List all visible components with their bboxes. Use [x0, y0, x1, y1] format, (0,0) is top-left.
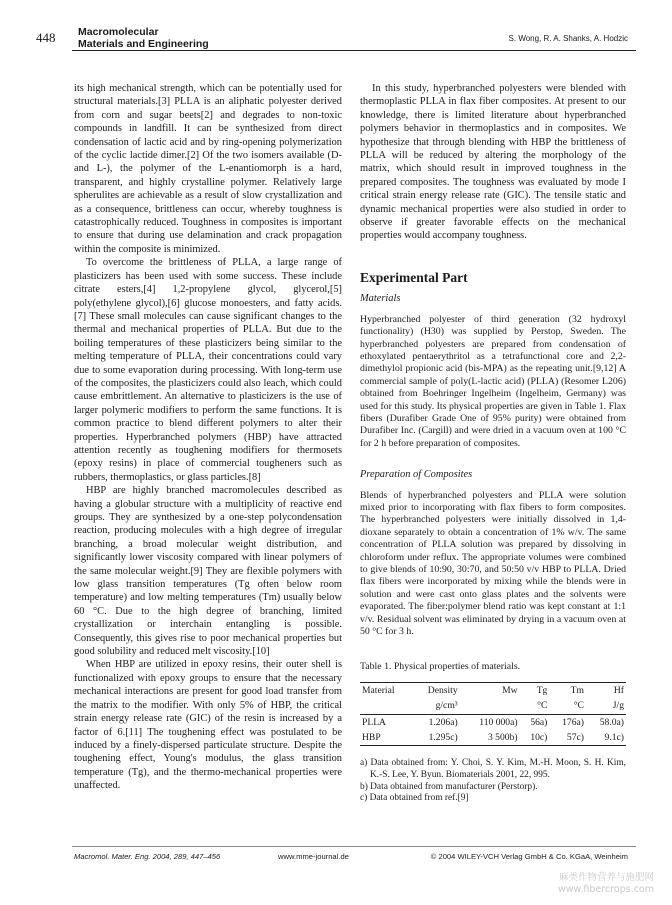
table-cell: 3 500b) [487, 732, 518, 744]
header-authors: S. Wong, R. A. Shanks, A. Hodzic [508, 34, 628, 43]
header-rule [72, 50, 636, 51]
table-cell: 57c) [566, 732, 584, 744]
table-cell: 1.295c) [428, 732, 458, 744]
table-unit-cell: J/g [612, 700, 624, 712]
table-cell: HBP [362, 732, 381, 744]
table-cell: 110 000a) [479, 716, 518, 728]
table-cell: 9.1c) [604, 732, 624, 744]
table-bottom-rule [360, 746, 626, 749]
table-unit-cell: °C [537, 700, 548, 712]
page-number: 448 [36, 30, 56, 45]
table-cell: 58.0a) [599, 716, 624, 728]
table-row [360, 714, 626, 730]
table-header-cell: Tg [536, 684, 548, 696]
table-unit-cell [460, 698, 520, 714]
table-cell: PLLA [362, 716, 386, 728]
paragraph: To overcome the brittleness of PLLA, a large range of plasticizers has been used with some success. These include citrate esters,[4] 1,2-propylene glycol, glycerol,[5] poly(ethylene glycol),[6] glucose monoesters, and fatty acids.[7] These small molecules can cause significant changes to the thermal and mechanical properties of PLLA. But due to the boiling temperatures of these plasticizers being similar to the melting temperature of PLLA, their concentrations could vary due to some evaporation during processing. With long-term use of the composites, the plasticizers could also leach, which could cause embrittlement. An alternative to plasticizers is the use of larger polymeric modifiers to perform the same functions. It is common practice to blend different polymers to alter their properties. Hyperbranched polymers (HBP) have attracted attention recently as toughening modifiers for thermosets (epoxy resins) in place of commercial tougheners such as rubbers, thermoplastics, or glass particles.[8] [74, 257, 342, 483]
footer-citation: Macromol. Mater. Eng. 2004, 289, 447–456 [74, 852, 221, 861]
journal-name-line1: Macromolecular [78, 26, 159, 38]
table-units-row [360, 698, 626, 714]
table-unit-cell [360, 698, 412, 714]
table-header-cell: Material [362, 684, 395, 696]
properties-table [360, 682, 626, 749]
paragraph: When HBP are utilized in epoxy resins, their outer shell is functionalized with epoxy groups to ensure that the necessary mechanical interactions are present for good load transfer from the matrix to the modifier. With only 5% of HBP, the critical strain energy release rate (GIC) of the resin is increased by a factor of 6.[11] The toughening effect was postulated to be induced by a finely-dispersed particulate structure. Despite the toughening effect, Young's modulus, the glass transition temperature (Tg), and the thermo-mechanical properties were unaffected. [74, 659, 342, 792]
footer-url: www.mme-journal.de [278, 852, 349, 861]
subsection-materials: Materials [360, 293, 401, 305]
table-cell: 10c) [530, 732, 548, 744]
table-header-cell: Tm [570, 684, 584, 696]
table-footnote: c) Data obtained from ref.[9] [360, 793, 469, 804]
table-footnotes [360, 758, 626, 804]
journal-name [78, 26, 209, 50]
table-row [360, 730, 626, 746]
table-footnote: a) Data obtained from: Y. Choi, S. Y. Kim, M.-H. Moon, S. H. Kim, K.-S. Lee, Y. Byun. Biomaterials 2001, 22, 995. [360, 758, 626, 781]
watermark-line1: 麻类作物营养与施肥网 [558, 872, 654, 883]
intro-paragraph: In this study, hyperbranched polyesters were blended with thermoplastic PLLA in flax fiber composites. At present to our knowledge, there is limited literature about hyperbranched polymers behavior in thermoplastics and in composites. We hypothesize that through blending with HBP the brittleness of PLLA will be reduced by altering the morphology of the matrix, which should result in improved toughness in the prepared composites. The toughness was evaluated by mode I critical strain energy release rate (GIC). The tensile static and dynamic mechanical properties were also studied in order to observe if greater favorable effects on the mechanical properties would accompany toughness. [360, 83, 626, 242]
journal-name-line2: Materials and Engineering [78, 38, 209, 50]
table-header-cell: Density [427, 684, 458, 696]
right-column [360, 82, 626, 805]
subsection-preparation: Preparation of Composites [360, 469, 473, 481]
table-cell: 1.206a) [428, 716, 458, 728]
table-header-row [360, 682, 626, 698]
table-cell: 176a) [562, 716, 584, 728]
section-title: Experimental Part [360, 269, 468, 285]
watermark [558, 872, 654, 896]
footer-copyright: © 2004 WILEY-VCH Verlag GmbH & Co. KGaA, Weinheim [430, 852, 628, 861]
table-caption: Table 1. Physical properties of materials. [360, 661, 521, 673]
table-unit-cell: °C [573, 700, 584, 712]
watermark-line2: www.fibercrops.com [557, 884, 654, 895]
table-header-cell: Mw [502, 684, 518, 696]
table-header-cell: Hf [613, 684, 624, 696]
footer-rule [72, 846, 636, 847]
preparation-paragraph: Blends of hyperbranched polyesters and PLLA were solution mixed prior to incorporating with flax fibers to form composites. The hyperbranched polyesters were initially dissolved in 1,4-dioxane separately to obtain a concentration of 1% w/v. The same concentration of PLLA solution was prepared by dissolving in chloroform under reflux. The appropriate volumes were combined to give blends of 10:90, 30:70, and 50:50 v/v HBP to PLLA. Dried flax fibers were incorporated by mixing while the blends were in solution and were cast onto glass plates and the solvents were evaporated. The fiber:polymer blend ratio was kept constant at 1:1 v/v. Residual solvent was eliminated by drying in a vacuum oven at 50 °C for 3 h. [360, 489, 626, 638]
table-cell: 56a) [530, 716, 548, 728]
table-unit-cell: g/cm³ [435, 700, 458, 712]
materials-paragraph: Hyperbranched polyester of third generation (32 hydroxyl functionality) (H30) was supplied by Perstop, Sweden. The hyperbranched polyesters are prepared from condensation of ethoxylated pentaerythritol as a tetrafunctional core and 2,2-dimethylol propionic acid (bis-MPA) as the repeating unit.[9,12] A commercial sample of poly(L-lactic acid) (PLLA) (Resomer L206) obtained from Boehringer Ingelheim (Ingelheim, Germany) was used for this study. Its physical properties are given in Table 1. Flax fibers (Durafiber Grade One of 95% purity) were obtained from Durafiber Inc. (Cargill) and were dried in a vacuum oven at 100 °C for 2 h before preparation of composites. [360, 313, 626, 449]
paragraph: HBP are highly branched macromolecules described as having a globular structure with a multiplicity of reactive end groups. They are synthesized by a one-step polycondensation reaction, producing molecules with a high degree of irregular branching, a broad molecular weight distribution, and significantly lower viscosity compared with linear polymers of the same molecular weight.[9] They are flexible polymers with low glass transition temperatures (Tg often below room temperature) and low melting temperatures (Tm) usually below 60 °C. Due to the high degree of branching, limited crystallization or interchain entangling is possible. Consequently, this gives rise to poor mechanical properties but good solubility and reduced melt viscosity.[10] [74, 485, 342, 658]
left-column [74, 82, 342, 793]
table-footnote: b) Data obtained from manufacturer (Perstorp). [360, 781, 538, 792]
paragraph: its high mechanical strength, which can be potentially used for structural materials.[3] PLLA is an aliphatic polyester derived from corn and sugar beets[2] and degrades to non-toxic compounds in landfill. It can be synthesized from direct condensation of lactic acid and by ring-opening polymerization of the cyclic lactide dimer.[2] Of the two isomers available (D- and L-), the polymer of the L-enantiomorph is a hard, transparent, and highly crystalline polymer. Relatively large spherulites are achievable as a result of slow crystallization and as a consequence, brittleness can occur, whereby toughness is catastrophically reduced. Toughness in composites is important to ensure that during use delamination and crack propagation within the composite is minimized. [74, 83, 342, 255]
